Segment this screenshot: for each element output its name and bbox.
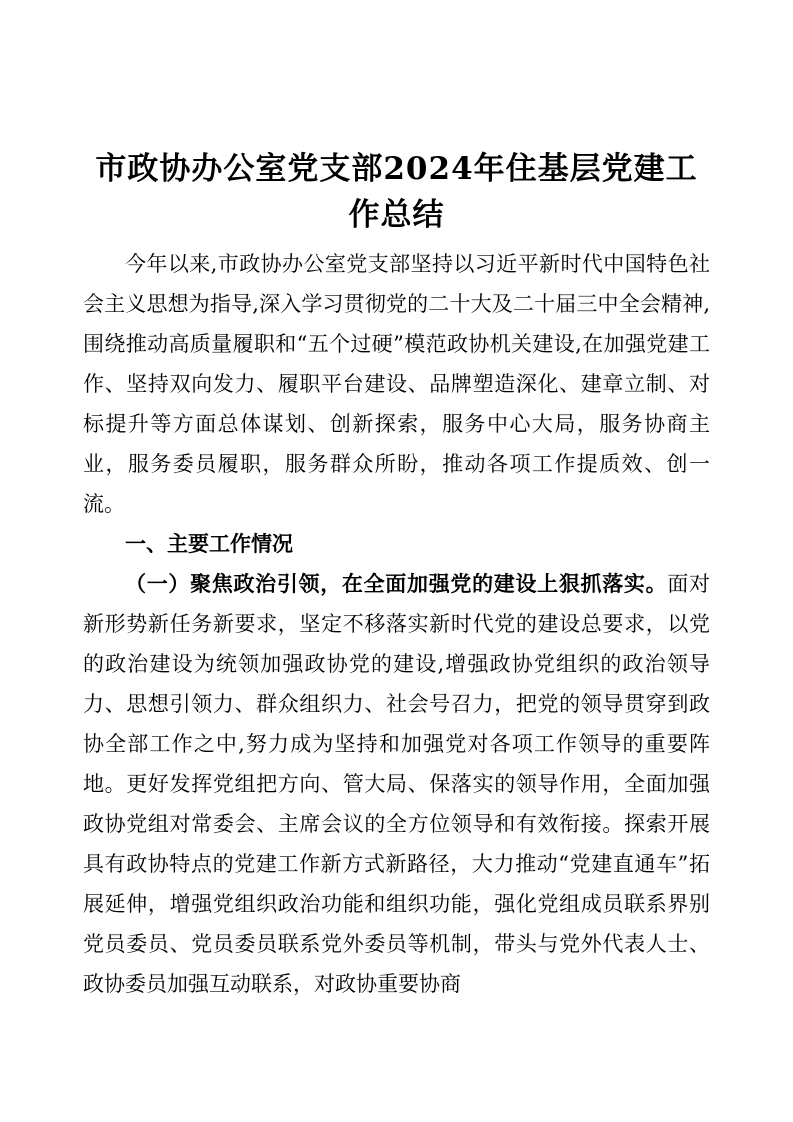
- section-heading: 一、主要工作情况: [125, 532, 293, 556]
- subsection-paragraph: [83, 564, 710, 1004]
- intro-paragraph: 今年以来,市政协办公室党支部坚持以习近平新时代中国特色社会主义思想为指导,深入学习贯彻党的二十大及二十届三中全会精神,围绕推动高质量履职和“五个过硬”模范政协机关建设,在加强党建工作、坚持双向发力、履职平台建设、品牌塑造深化、建章立制、对标提升等方面总体谋划、创新探索，服务中心大局，服务协商主业，服务委员履职，服务群众所盼，推动各项工作提质效、创一流。: [83, 252, 710, 516]
- document-title: 市政协办公室党支部2024年住基层党建工作总结: [95, 151, 698, 233]
- subsection-heading: （一）聚焦政治引领，在全面加强党的建设上狠抓落实。: [125, 571, 668, 596]
- subsection-body-text: 面对新形势新任务新要求，坚定不移落实新时代党的建设总要求，以党的政治建设为统领加强政协党的建设,增强政协党组织的政治领导力、思想引领力、群众组织力、社会号召力，把党的领导贯穿到政协全部工作之中,努力成为坚持和加强党对各项工作领导的重要阵地。更好发挥党组把方向、管大局、保落实的领导作用，全面加强政协党组对常委会、主席会议的全方位领导和有效衔接。探索开展具有政协特点的党建工作新方式新路径，大力推动“党建直通车”拓展延伸，增强党组织政治功能和组织功能，强化党组成员联系界别党员委员、党员委员联系党外委员等机制，带头与党外代表人士、政协委员加强互动联系，对政协重要协商: [83, 572, 711, 996]
